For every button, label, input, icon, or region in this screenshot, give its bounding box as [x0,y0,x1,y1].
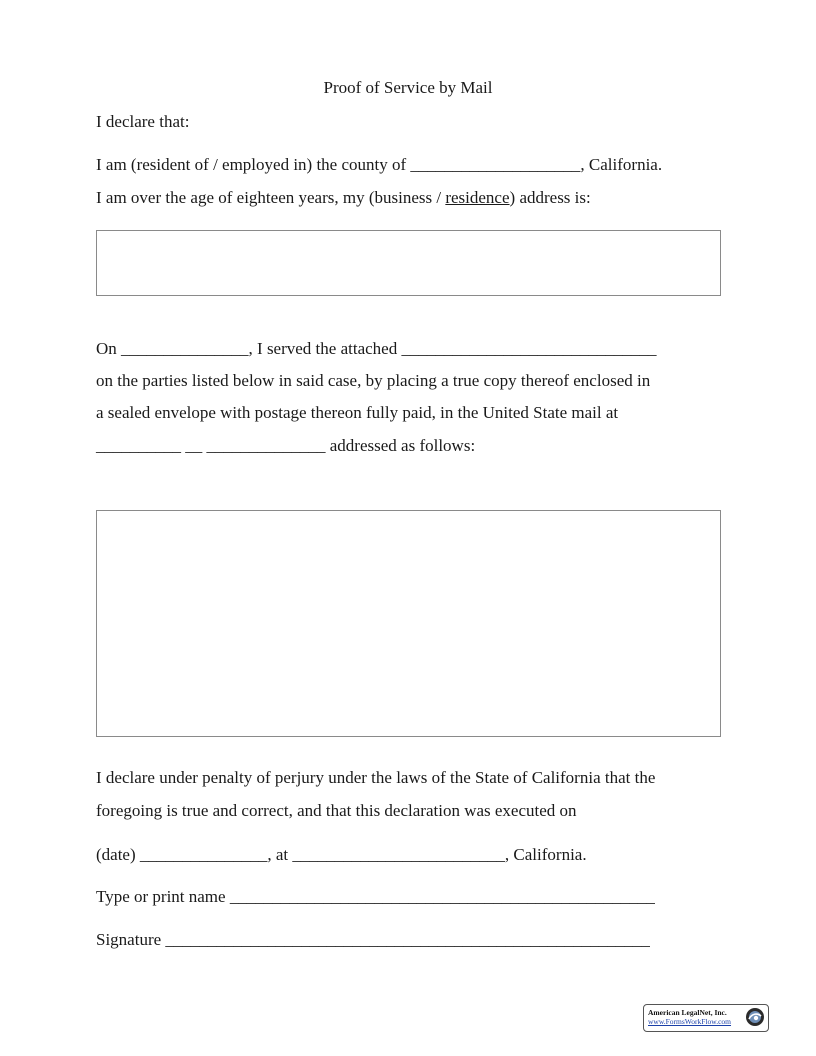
county-line [96,155,662,175]
served-text: , I served the attached [248,339,402,358]
declare-intro: I declare that: [96,112,190,131]
executed-place-blank[interactable]: _________________________ [292,845,505,864]
addressed-text: addressed as follows: [325,436,476,455]
age-line [96,188,591,208]
logo-url[interactable]: www.FormsWorkFlow.com [648,1017,732,1026]
print-name-blank[interactable]: __________________________________________________ [229,887,655,906]
executed-line [96,845,587,865]
document-title: Proof of Service by Mail [323,78,493,97]
age-prefix: I am over the age of eighteen years, my (business / [96,188,446,207]
service-line-4 [96,436,475,456]
address-box[interactable] [96,230,721,296]
at-label: , at [267,845,293,864]
globe-swirl-icon [745,1007,765,1027]
on-label: On [96,339,122,358]
residence-word: residence [445,188,510,207]
print-name-line [96,887,655,907]
california-suffix: , California. [504,845,587,864]
signature-line [96,930,650,950]
service-line-2: on the parties listed below in said case, by placing a true copy thereof enclosed in [96,371,651,390]
print-name-label: Type or print name [96,887,230,906]
logo-company: American LegalNet, Inc. [648,1008,727,1017]
mail-place-blank[interactable]: __________ __ ______________ [96,436,326,455]
american-legalnet-logo[interactable] [643,1004,769,1032]
service-line-3: a sealed envelope with postage thereon fully paid, in the United State mail at [96,403,619,422]
perjury-line-1: I declare under penalty of perjury under the laws of the State of California that the [96,768,656,787]
service-date-blank[interactable]: _______________ [121,339,249,358]
service-line-1 [96,339,656,359]
date-label: (date) [96,845,140,864]
county-prefix: I am (resident of / employed in) the county of [96,155,411,174]
county-suffix: , California. [580,155,663,174]
executed-date-blank[interactable]: _______________ [139,845,268,864]
recipients-box[interactable] [96,510,721,737]
document-blank[interactable]: ______________________________ [401,339,657,358]
perjury-line-2: foregoing is true and correct, and that this declaration was executed on [96,801,577,820]
county-blank[interactable]: ____________________ [410,155,581,174]
signature-label: Signature [96,930,166,949]
age-suffix: ) address is: [509,188,591,207]
signature-blank[interactable]: _________________________________________________________ [165,930,650,949]
